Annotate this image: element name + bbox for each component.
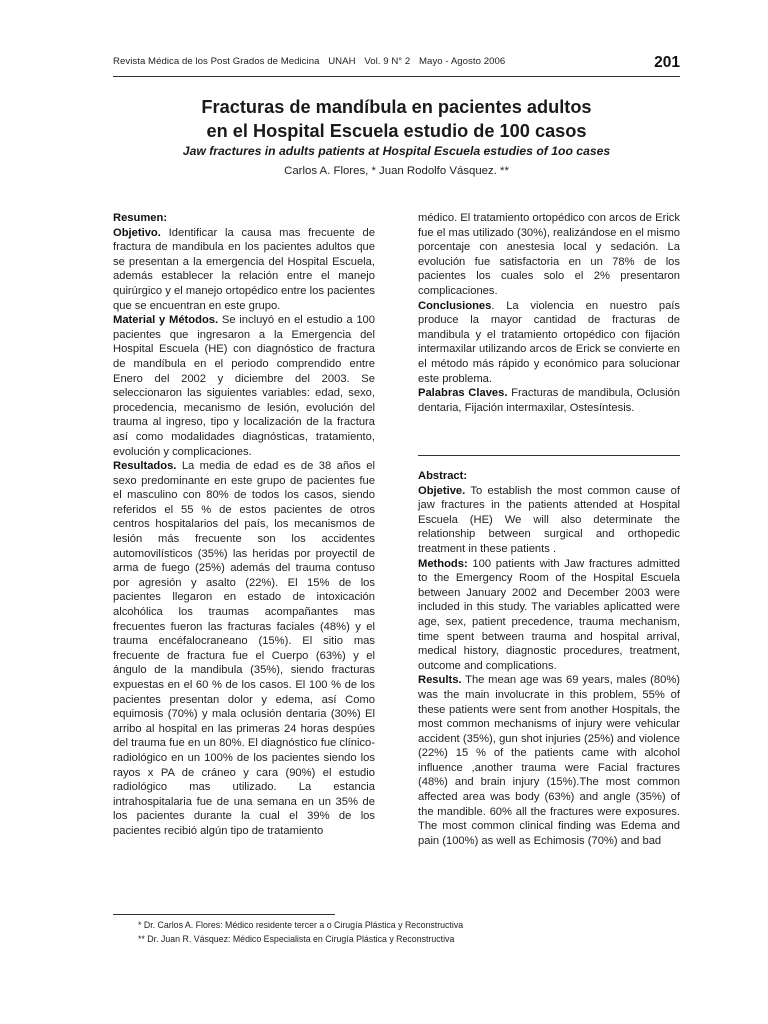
page-number: 201 <box>654 54 680 71</box>
metodos-paragraph <box>113 313 375 459</box>
metodos-text: Se incluyó en el estudio a 100 pacientes que ingresaron a la Emergencia del Hospital Escuela (HE) con diagnóstico de fractura de mandíbula en el periodo comprendido entre Enero del 2002 y diciembre del 2003. Se seleccionaron las siguientes variables: edad, sexo, procedencia, mecanismo de lesión, evolución del trauma al ingreso, tipo y localización de la fractura así como modalidades diagnósticas, tratamiento, evolución y complicaciones. <box>113 314 375 458</box>
resumen-heading: Resumen: <box>113 212 168 224</box>
resultados-paragraph <box>113 459 375 838</box>
claves-text: Fracturas de mandibula, Oclusión dentaria, Fijación intermaxilar, Ostesíntesis. <box>418 387 681 414</box>
claves-label: Palabras Claves. <box>418 387 508 400</box>
title-line-2: en el Hospital Escuela estudio de 100 casos <box>206 120 587 141</box>
abstract-heading: Abstract: <box>418 470 468 482</box>
conclusiones-paragraph <box>418 299 680 387</box>
authors: Carlos A. Flores, * Juan Rodolfo Vásquez. ** <box>284 165 509 177</box>
methods-paragraph <box>418 557 680 674</box>
resumen-continued-column <box>418 211 680 415</box>
results-paragraph <box>418 673 680 848</box>
conclusiones-text: . La violencia en nuestro país produce la mayor cantidad de fracturas de mandibula y el tratamiento ortopédico con fijación intermaxilar utilizando arcos de Erick se convierte en el método más rápido y económico para solucionar este problema. <box>418 299 680 385</box>
objective-text: To establish the most common cause of jaw fractures in the patients attended at Hospital Escuela (HE) We will also determinate the relationship between surgical and orthopedic treatment in these patients . <box>418 484 680 555</box>
methods-label: Methods: <box>418 557 468 570</box>
header-rule <box>113 76 680 77</box>
resultados-continued: médico. El tratamiento ortopédico con arcos de Erick fue el mas utilizado (30%), realizándose en el mismo porcentaje con anestesia local y sedación. La evolución fue satisfactoria en un 78% de los pacientes los cuales solo el 2% presentaron complicaciones. <box>418 212 680 297</box>
article-title <box>113 96 680 143</box>
resultados-label: Resultados. <box>113 460 177 473</box>
institution: UNAH <box>328 56 356 67</box>
journal-citation <box>113 56 511 67</box>
footnote-2: ** Dr. Juan R. Vásquez: Médico Especialista en Cirugía Plástica y Reconstructiva <box>138 933 455 944</box>
methods-text: 100 patients with Jaw fractures admitted to the Emergency Room of the Hospital Escuela between January 2002 and December 2003 were included in this study. The variables aplicatted were age, sex, patient precedence, trauma mechanism, time spent between trauma and hospital arrival, medical history, diagnostic procedures, treatment, outcome and complications. <box>418 557 680 672</box>
results-text: The mean age was 69 years, males (80%) was the main involucrate in this problem, 55% of these patients were sent from another Hospitals, the most common mechanisms of injury were vehicular accident (35%), gun shot injuries (25%) and violence (22%) 15 % of the patients came with alcohol influence ,another trauma were Facial fractures (48%) and brain injury (15%).The most common affected area was body (63%) and angle (35%) of the mandible. 60% all the fractures were exposures. The most common clinical finding was Edema and pain (100%) as well as Echimosis (70%) and bad <box>418 674 680 847</box>
resultados-text: La media de edad es de 38 años el sexo predominante en este grupo de pacientes fue el masculino con 80% de todos los casos, siendo referidos el 55 % de estos pacientes de otros centros hospitalarios del país, los mecanismos de lesión más frecuente son los accidentes automovilísticos (35%) las heridas por proyectil de arma de fuego (25%) además del trauma contuso por agresión y asalto (22%). El 15% de los pacientes llegaron en estado de intoxicación alcohólica los traumas acompañantes mas frecuentes fueron las fracturas faciales (48%) y el trauma encéfalocraneano (15%). El sitio mas frecuente de fractura fue el Cuerpo (63%) y el ángulo de la mandibula (35%), siendo fracturas expuestas en el 60 % de los casos. El 100 % de los pacientes presentan dolor y edema, así Como equimosis (70%) y mala oclusión dentaria (30%) El arribo al hospital en las primeras 24 horas despúes del trauma fue en un 80%. El diagnóstico fue clínico-radiológico en un 100% de los pacientes siendo los rayos x PA de cráneo y cara (90%) el estudio radiológico mas utilizado. La estancia intrahospitalaria fue de una semana en un 35% de los pacientes durante la cual el 39% de los pacientes recibió algún tipo de tratamiento <box>113 460 375 837</box>
claves-paragraph <box>418 386 680 415</box>
objetivo-label: Objetivo. <box>113 226 161 239</box>
footnote-rule <box>113 914 335 915</box>
title-line-1: Fracturas de mandíbula en pacientes adultos <box>201 97 592 117</box>
abstract-column <box>418 469 680 848</box>
footnotes <box>138 919 463 946</box>
english-title: Jaw fractures in adults patients at Hospital Escuela estudies of 1oo cases <box>182 144 611 158</box>
objective-paragraph <box>418 484 680 557</box>
issue-period: Mayo - Agosto 2006 <box>419 56 506 67</box>
section-divider <box>418 455 680 456</box>
running-header <box>113 54 680 76</box>
objetivo-paragraph <box>113 226 375 314</box>
objetivo-text: Identificar la causa mas frecuente de fractura de mandibula en los pacientes adultos que se presentan a la emergencia del Hospital Escuela, además establecer la relación entre el manejo quirúrgico y el manejo ortopédico entre los pacientes que se encuentran en este grupo. <box>113 226 375 312</box>
results-label: Results. <box>418 674 462 687</box>
metodos-label: Material y Métodos. <box>113 314 219 327</box>
journal-name: Revista Médica de los Post Grados de Medicina <box>113 56 320 67</box>
resumen-column <box>113 211 375 839</box>
conclusiones-label: Conclusiones <box>418 299 492 312</box>
footnote-1: * Dr. Carlos A. Flores: Médico residente tercer a o Cirugía Plástica y Reconstructiva <box>138 920 464 930</box>
volume-issue: Vol. 9 N° 2 <box>364 56 411 67</box>
objective-label: Objetive. <box>418 484 466 497</box>
